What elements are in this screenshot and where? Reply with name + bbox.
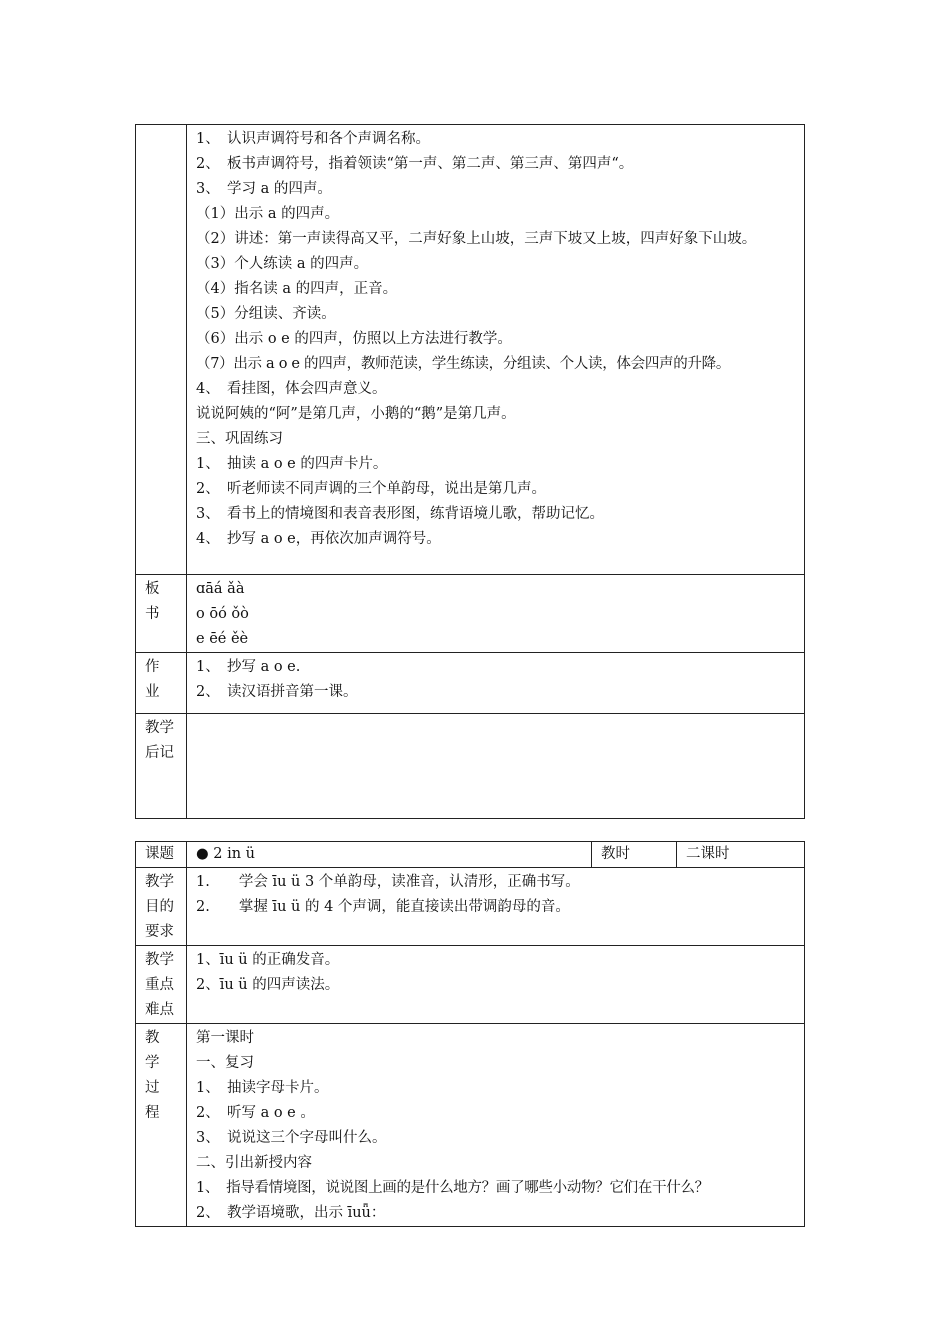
notes-content-cell bbox=[187, 714, 805, 819]
period-label-cell bbox=[592, 842, 677, 868]
process-line: 4、 抄写 a o e，再依次加声调符号。 bbox=[196, 531, 441, 547]
process-line: （2）讲述：第一声读得高又平，二声好象上山坡，三声下坡又上坡，四声好象下山坡。 bbox=[196, 231, 757, 247]
key-label: 重点 bbox=[145, 977, 174, 993]
homework-label: 业 bbox=[145, 684, 160, 700]
process-line: 2、 板书声调符号，指着领读“第一声、第二声、第三声、第四声“。 bbox=[196, 156, 634, 172]
topic-label: 课题 bbox=[145, 846, 174, 862]
topic-row bbox=[136, 842, 805, 868]
process2-line: 3、 说说这三个字母叫什么。 bbox=[196, 1130, 387, 1146]
process2-line: 一、复习 bbox=[196, 1055, 254, 1071]
period-value: 二课时 bbox=[686, 846, 730, 862]
process2-line: 1、 指导看情境图，说说图上画的是什么地方？画了哪些小动物？它们在干什么？ bbox=[196, 1180, 709, 1196]
board-label: 书 bbox=[145, 606, 160, 622]
process-line: （5）分组读、齐读。 bbox=[196, 306, 336, 322]
topic-value: ● 2 in ü bbox=[196, 846, 256, 862]
goals-label: 要求 bbox=[145, 924, 174, 940]
process-line: 1、 抽读 a o e 的四声卡片。 bbox=[196, 456, 388, 472]
homework-label-cell bbox=[136, 653, 187, 714]
process2-label: 学 bbox=[145, 1055, 160, 1071]
period-label: 教时 bbox=[601, 846, 630, 862]
process-line: 3、 学习 a 的四声。 bbox=[196, 181, 332, 197]
process-line: 4、 看挂图，体会四声意义。 bbox=[196, 381, 387, 397]
process-line: （1）出示 a 的四声。 bbox=[196, 206, 340, 222]
process2-label: 程 bbox=[145, 1105, 160, 1121]
lesson-table-2 bbox=[135, 841, 805, 1227]
process2-line: 二、引出新授内容 bbox=[196, 1155, 312, 1171]
process-label-cell bbox=[136, 125, 187, 575]
process2-line: 第一课时 bbox=[196, 1030, 254, 1046]
process2-row bbox=[136, 1024, 805, 1227]
process2-label: 教 bbox=[145, 1030, 160, 1046]
goals-label: 教学 bbox=[145, 874, 174, 890]
topic-value-cell bbox=[187, 842, 592, 868]
homework-label: 作 bbox=[145, 659, 160, 675]
process-line: 说说阿姨的“阿”是第几声，小鹅的“鹅”是第几声。 bbox=[196, 406, 516, 422]
process2-line: 2、 教学语境歌，出示 īuǖ： bbox=[196, 1205, 386, 1221]
notes-label-cell bbox=[136, 714, 187, 819]
process-line: （7）出示 a o e 的四声，教师范读，学生练读，分组读、个人读，体会四声的升降。 bbox=[196, 356, 731, 372]
key-content-cell bbox=[187, 946, 805, 1024]
process-line: （3）个人练读 a 的四声。 bbox=[196, 256, 369, 272]
key-line: 1、īu ü 的正确发音。 bbox=[196, 952, 340, 968]
homework-line: 2、 读汉语拼音第一课。 bbox=[196, 684, 358, 700]
board-content-cell bbox=[187, 575, 805, 653]
goals-line: 1. 学会 īu ü 3 个单韵母，读准音，认清形，正确书写。 bbox=[196, 874, 580, 890]
process2-line: 2、 听写 a o e 。 bbox=[196, 1105, 315, 1121]
process-line: （4）指名读 a 的四声，正音。 bbox=[196, 281, 398, 297]
notes-label: 后记 bbox=[145, 745, 174, 761]
board-line: o ōó ǒò bbox=[196, 606, 249, 622]
process-content-cell bbox=[187, 125, 805, 575]
board-row bbox=[136, 575, 805, 653]
key-label: 教学 bbox=[145, 952, 174, 968]
process2-label-cell bbox=[136, 1024, 187, 1227]
process-line: 2、 听老师读不同声调的三个单韵母，说出是第几声。 bbox=[196, 481, 546, 497]
goals-line: 2. 掌握 īu ü 的 4 个声调，能直接读出带调韵母的音。 bbox=[196, 899, 570, 915]
key-label-cell bbox=[136, 946, 187, 1024]
board-line: e ēé ěè bbox=[196, 631, 249, 647]
notes-row bbox=[136, 714, 805, 819]
process2-line: 1、 抽读字母卡片。 bbox=[196, 1080, 329, 1096]
process2-content-cell bbox=[187, 1024, 805, 1227]
goals-label: 目的 bbox=[145, 899, 174, 915]
notes-label: 教学 bbox=[145, 720, 174, 736]
lesson-table-1 bbox=[135, 124, 805, 819]
process-row bbox=[136, 125, 805, 575]
homework-content-cell bbox=[187, 653, 805, 714]
board-line: ɑāá ǎà bbox=[196, 581, 245, 597]
goals-content-cell bbox=[187, 868, 805, 946]
process-line: 1、 认识声调符号和各个声调名称。 bbox=[196, 131, 430, 147]
process-line: （6）出示 o e 的四声，仿照以上方法进行教学。 bbox=[196, 331, 512, 347]
process2-label: 过 bbox=[145, 1080, 160, 1096]
key-label: 难点 bbox=[145, 1002, 174, 1018]
homework-line: 1、 抄写 a o e. bbox=[196, 659, 301, 675]
goals-row bbox=[136, 868, 805, 946]
key-line: 2、īu ü 的四声读法。 bbox=[196, 977, 340, 993]
key-points-row bbox=[136, 946, 805, 1024]
homework-row bbox=[136, 653, 805, 714]
topic-label-cell bbox=[136, 842, 187, 868]
board-label: 板 bbox=[145, 581, 160, 597]
goals-label-cell bbox=[136, 868, 187, 946]
process-line: 三、巩固练习 bbox=[196, 431, 283, 447]
period-value-cell bbox=[677, 842, 805, 868]
board-label-cell bbox=[136, 575, 187, 653]
process-line: 3、 看书上的情境图和表音表形图，练背语境儿歌，帮助记忆。 bbox=[196, 506, 604, 522]
